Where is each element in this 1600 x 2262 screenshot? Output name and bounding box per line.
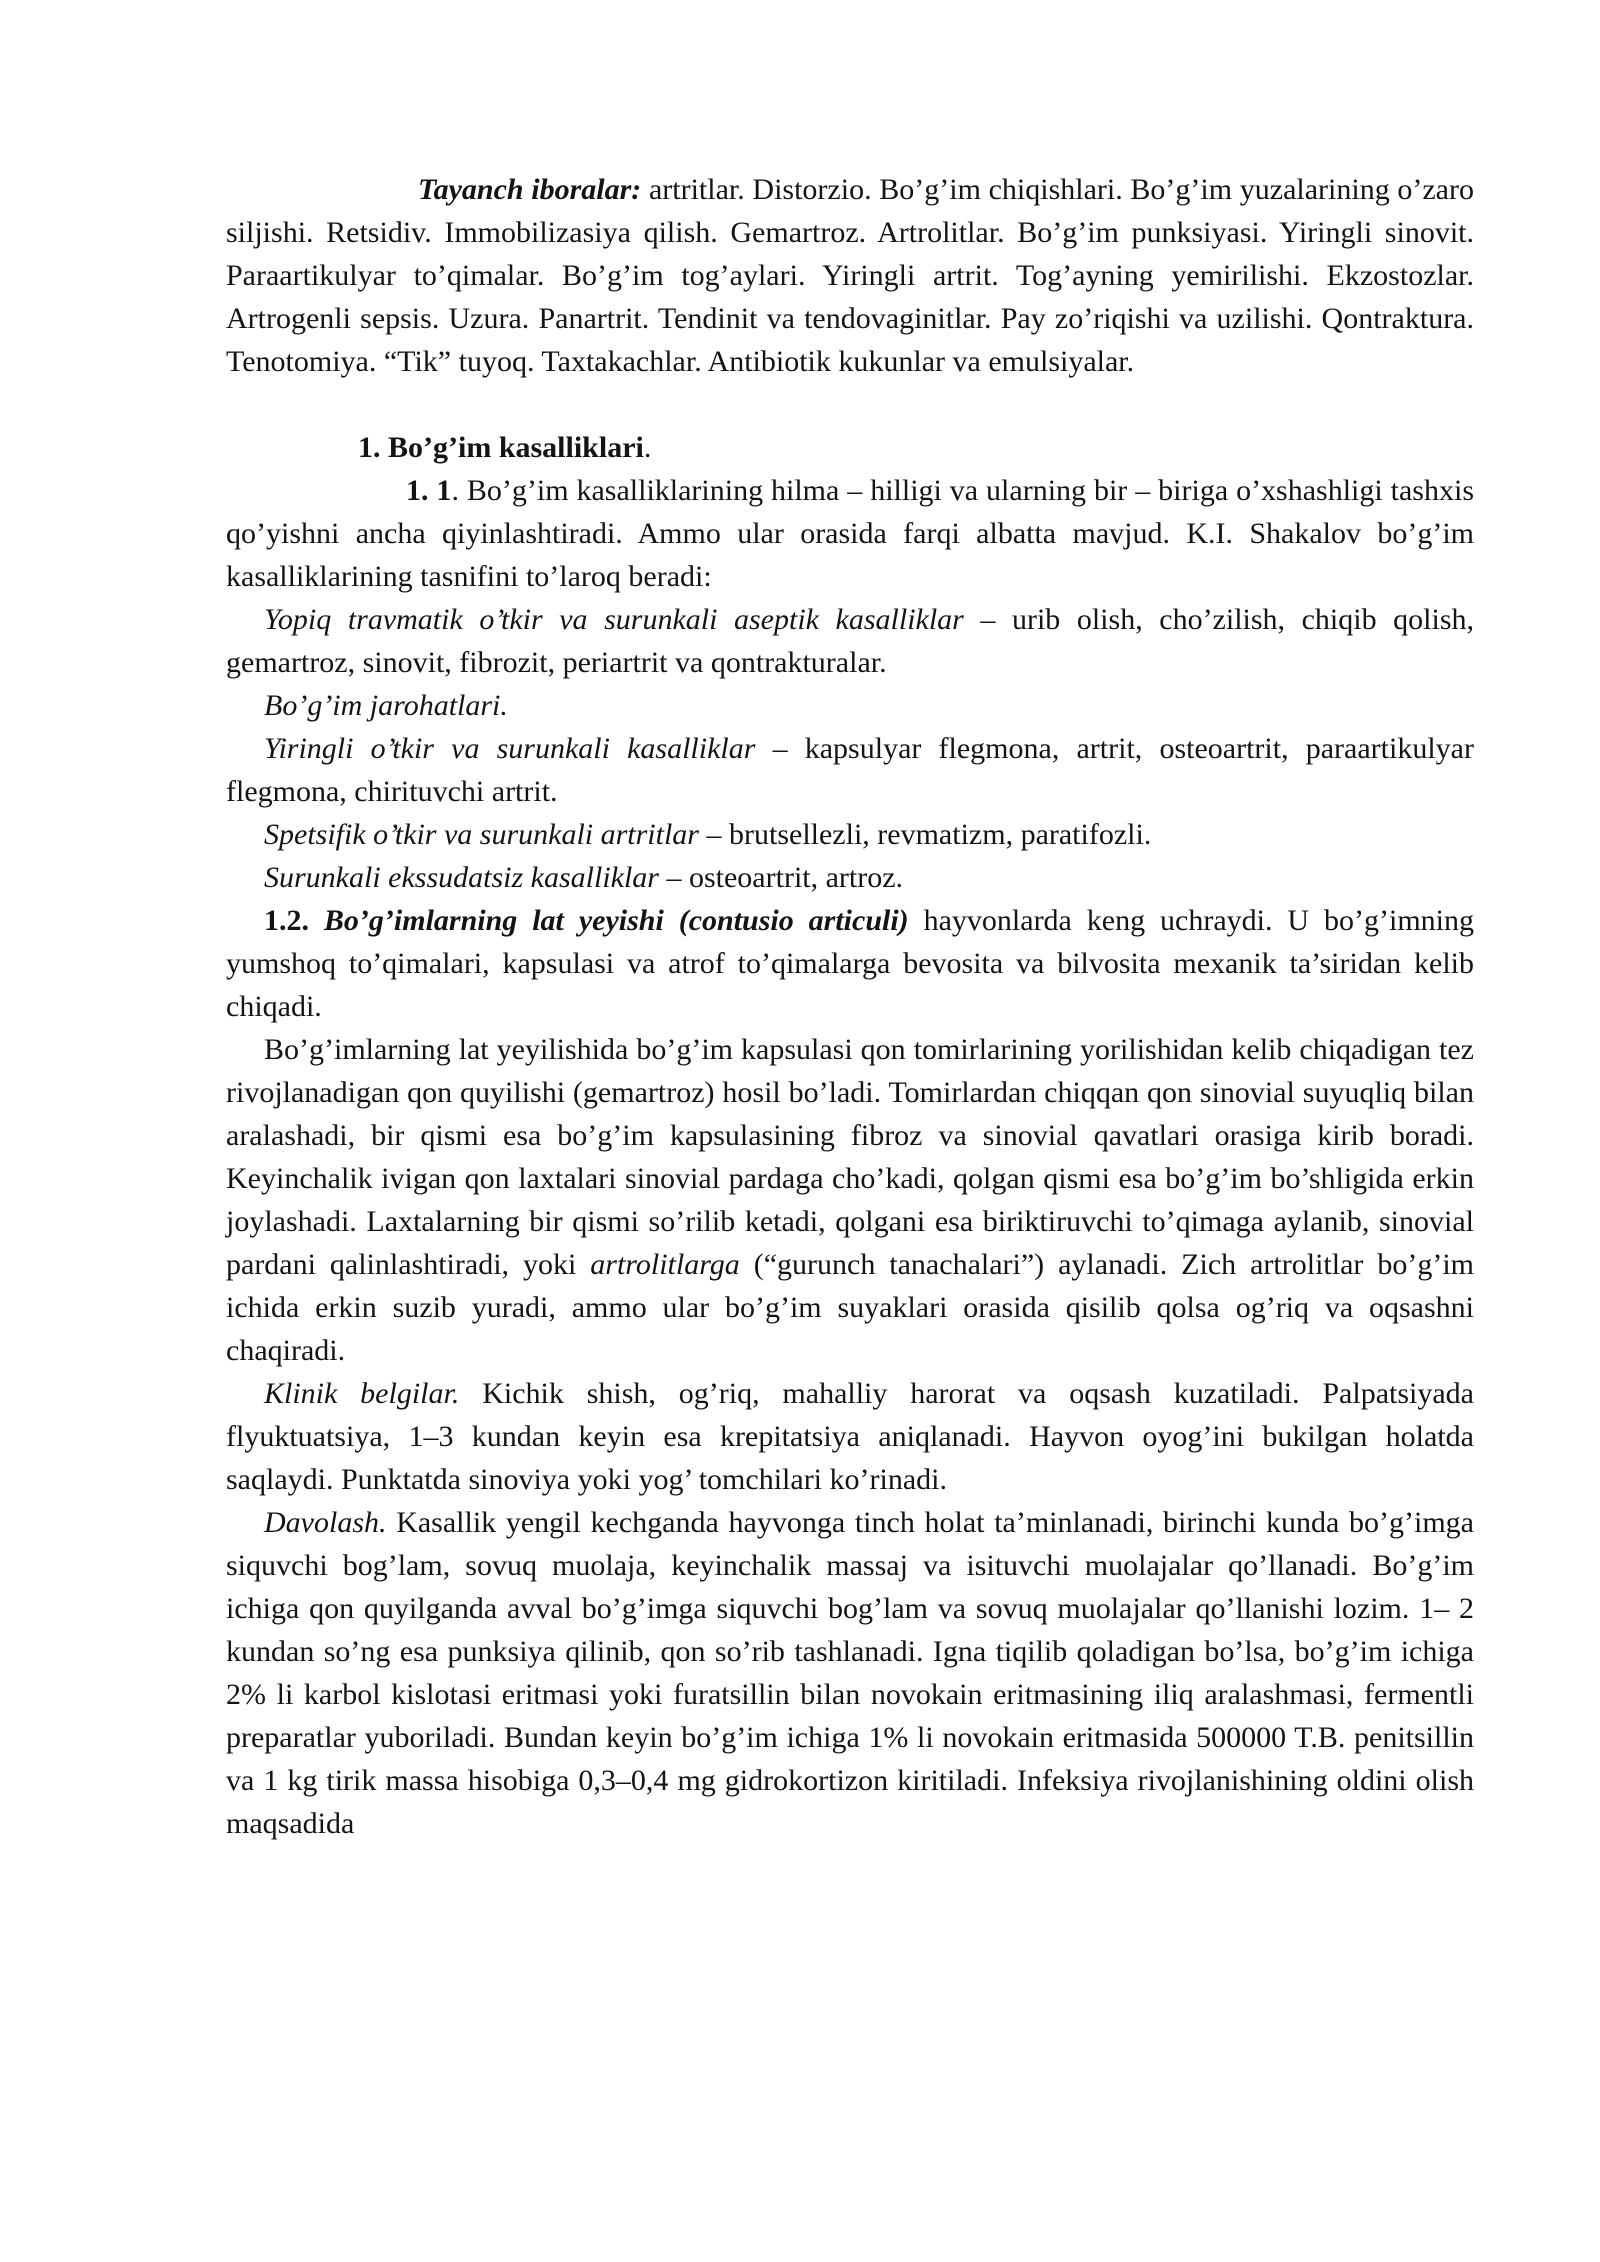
pathogenesis-paragraph xyxy=(226,1028,1474,1372)
classification-item-3 xyxy=(226,727,1474,813)
clinical-signs-text: Kichik shish, og’riq, mahalliy harorat va oqsash kuzatiladi. Palpatsiyada flyuktuatsiya, 1–3 kundan keyin esa krepitatsiya aniqlanadi. Hayvon oyog’ini bukilgan holatda saqlaydi. Punktatda sinoviya yoki yog’ tomchilari ko’rinadi. xyxy=(226,1377,1474,1496)
section-heading-text: 1. Bo’g’im kasalliklari xyxy=(358,431,644,464)
classification-term-1: Yopiq travmatik o’tkir va surunkali aseptik kasalliklar xyxy=(264,603,964,636)
pathogenesis-text-a: Bo’g’imlarning lat yeyilishida bo’g’im kapsulasi qon tomirlarining yorilishidan kelib chiqadigan tez rivojlanadigan qon quyilishi (gemartroz) hosil bo’ladi. Tomirlardan chiqqan qon sinovial suyuqliq bilan aralashadi, bir qismi esa bo’g’im kapsulasining fibroz va sinovial qavatlari orasiga kirib boradi. Keyinchalik ivigan qon laxtalari sinovial pardaga cho’kadi, qolgan qismi esa bo’g’im bo’shligida erkin joylashadi. Laxtalarning bir qismi so’rilib ketadi, qolgani esa biriktiruvchi to’qimaga aylanib, sinovial pardani qalinlashtiradi, yoki xyxy=(226,1033,1474,1281)
document-page xyxy=(226,168,1474,1845)
keywords-paragraph xyxy=(226,168,1474,383)
classification-item-5 xyxy=(226,856,1474,899)
section-heading-dot: . xyxy=(643,431,652,464)
classification-text-1: – urib olish, cho’zilish, chiqib qolish, gemartroz, sinovit, fibrozit, periartrit va qontrakturalar. xyxy=(226,603,1474,679)
keywords-text: artritlar. Distorzio. Bo’g’im chiqishlari. Bo’g’im yuzalarining o’zaro siljishi. Retsidiv. Immobilizasiya qilish. Gemartroz. Artrolitlar. Bo’g’im punksiyasi. Yiringli sinovit. Paraartikulyar to’qimalar. Bo’g’im tog’aylari. Yiringli artrit. Tog’ayning yemirilishi. Ekzostozlar. Artrogenli sepsis. Uzura. Panartrit. Tendinit va tendovaginitlar. Pay zo’riqishi va uzilishi. Qontraktura. Tenotomiya. “Tik” tuyoq. Taxtakachlar. Antibiotik kukunlar va emulsiyalar. xyxy=(226,173,1474,378)
classification-term-3: Yiringli o’tkir va surunkali kasalliklar xyxy=(264,732,756,765)
subsection-1-2-number: 1.2. xyxy=(264,904,309,937)
classification-text-4: – brutsellezli, revmatizm, paratifozli. xyxy=(699,818,1152,851)
subsection-1-1-paragraph xyxy=(226,469,1474,598)
classification-text-3: – kapsulyar flegmona, artrit, osteoartrit, paraartikulyar flegmona, chirituvchi artrit. xyxy=(226,732,1474,808)
subsection-text: . Bo’g’im kasalliklarining hilma – hilligi va ularning bir – biriga o’xshashligi tashxis qo’yishni ancha qiyinlashtiradi. Ammo ular orasida farqi albatta mavjud. K.I. Shakalov bo’g’im kasalliklarining tasnifini to’laroq beradi: xyxy=(226,474,1474,593)
treatment-paragraph xyxy=(226,1501,1474,1845)
classification-term-5: Surunkali ekssudatsiz kasalliklar xyxy=(264,861,659,894)
pathogenesis-term: artrolitlarga xyxy=(590,1248,740,1281)
treatment-label: Davolash. xyxy=(264,1506,387,1539)
subsection-number: 1. 1 xyxy=(406,474,452,507)
pathogenesis-text-b: (“gurunch tanachalari”) aylanadi. Zich artrolitlar bo’g’im ichida erkin suzib yuradi, ammo ular bo’g’im suyaklari orasida qisilib qolsa og’riq va oqsashni chaqiradi. xyxy=(226,1248,1474,1367)
classification-item-1 xyxy=(226,598,1474,684)
clinical-signs-label: Klinik belgilar. xyxy=(264,1377,460,1410)
classification-text-5: – osteoartrit, artroz. xyxy=(658,861,904,894)
clinical-signs-paragraph xyxy=(226,1372,1474,1501)
classification-term-2: Bo’g’im jarohatlari. xyxy=(264,689,508,722)
keywords-label: Tayanch iboralar: xyxy=(418,173,642,206)
subsection-1-2-title: Bo’g’imlarning lat yeyishi (contusio articuli) xyxy=(309,904,909,937)
subsection-1-2-paragraph xyxy=(226,899,1474,1028)
classification-item-2 xyxy=(226,684,1474,727)
subsection-1-2-intro: hayvonlarda keng uchraydi. U bo’g’imning yumshoq to’qimalari, kapsulasi va atrof to’qimalarga bevosita va bilvosita mexanik ta’siridan kelib chiqadi. xyxy=(226,904,1474,1023)
section-heading xyxy=(226,426,1474,469)
treatment-text: Kasallik yengil kechganda hayvonga tinch holat ta’minlanadi, birinchi kunda bo’g’imga siquvchi bog’lam, sovuq muolaja, keyinchalik massaj va isituvchi muolajalar qo’llanadi. Bo’g’im ichiga qon quyilganda avval bo’g’imga siquvchi bog’lam va sovuq muolajalar qo’llanishi lozim. 1– 2 kundan so’ng esa punksiya qilinib, qon so’rib tashlanadi. Igna tiqilib qoladigan bo’lsa, bo’g’im ichiga 2% li karbol kislotasi eritmasi yoki furatsillin bilan novokain eritmasining iliq aralashmasi, fermentli preparatlar yuboriladi. Bundan keyin bo’g’im ichiga 1% li novokain eritmasida 500000 T.B. penitsillin va 1 kg tirik massa hisobiga 0,3–0,4 mg gidrokortizon kiritiladi. Infeksiya rivojlanishining oldini olish maqsadida xyxy=(226,1506,1474,1840)
classification-item-4 xyxy=(226,813,1474,856)
classification-term-4: Spetsifik o’tkir va surunkali artritlar xyxy=(264,818,699,851)
